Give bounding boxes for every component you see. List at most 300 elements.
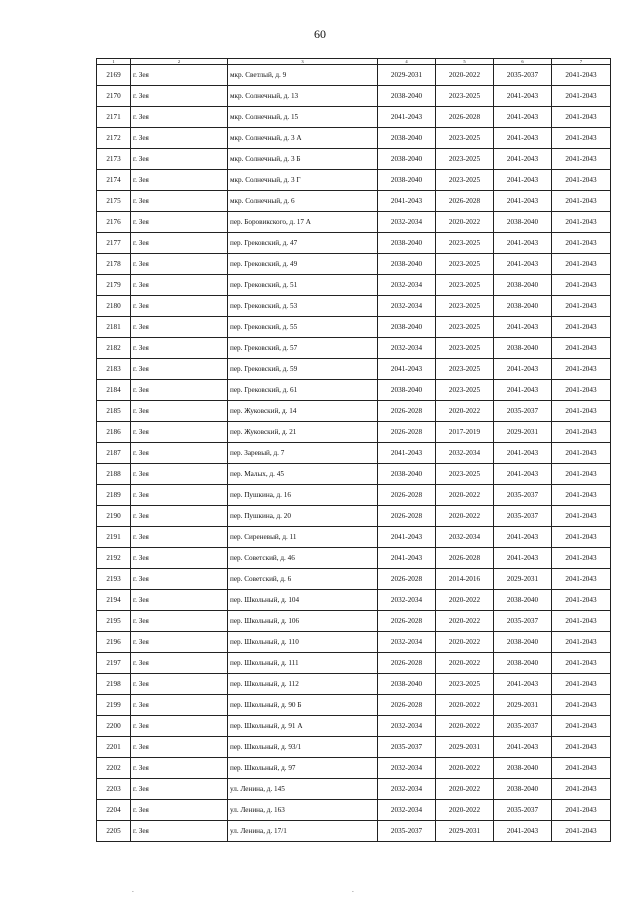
- cell-period-col5: 2029-2031: [436, 821, 494, 842]
- cell-city: г. Зея: [131, 401, 228, 422]
- cell-address: мкр. Солнечный, д. 3 Г: [228, 170, 378, 191]
- table-row: [97, 506, 611, 527]
- cell-period-col4: 2041-2043: [378, 191, 436, 212]
- table-row: [97, 233, 611, 254]
- cell-period-col5: 2020-2022: [436, 506, 494, 527]
- cell-address: пер. Советский, д. 46: [228, 548, 378, 569]
- cell-period-col7: 2041-2043: [552, 443, 611, 464]
- cell-period-col7: 2041-2043: [552, 338, 611, 359]
- cell-period-col7: 2041-2043: [552, 800, 611, 821]
- cell-row-number: 2172: [97, 128, 131, 149]
- cell-period-col4: 2032-2034: [378, 338, 436, 359]
- cell-row-number: 2196: [97, 632, 131, 653]
- cell-row-number: 2175: [97, 191, 131, 212]
- cell-period-col4: 2029-2031: [378, 65, 436, 86]
- cell-period-col6: 2041-2043: [494, 128, 552, 149]
- cell-city: г. Зея: [131, 821, 228, 842]
- table-row: [97, 443, 611, 464]
- cell-row-number: 2171: [97, 107, 131, 128]
- cell-period-col7: 2041-2043: [552, 716, 611, 737]
- cell-city: г. Зея: [131, 611, 228, 632]
- cell-address: пер. Школьный, д. 91 А: [228, 716, 378, 737]
- cell-period-col6: 2029-2031: [494, 569, 552, 590]
- cell-row-number: 2184: [97, 380, 131, 401]
- cell-period-col4: 2041-2043: [378, 107, 436, 128]
- cell-period-col7: 2041-2043: [552, 695, 611, 716]
- cell-period-col6: 2041-2043: [494, 464, 552, 485]
- cell-address: ул. Ленина, д. 145: [228, 779, 378, 800]
- cell-city: г. Зея: [131, 674, 228, 695]
- cell-address: пер. Школьный, д. 93/1: [228, 737, 378, 758]
- cell-city: г. Зея: [131, 380, 228, 401]
- cell-period-col5: 2020-2022: [436, 65, 494, 86]
- cell-address: пер. Пушкина, д. 20: [228, 506, 378, 527]
- cell-period-col5: 2020-2022: [436, 485, 494, 506]
- cell-address: мкр. Солнечный, д. 13: [228, 86, 378, 107]
- cell-period-col7: 2041-2043: [552, 254, 611, 275]
- cell-city: г. Зея: [131, 632, 228, 653]
- cell-row-number: 2204: [97, 800, 131, 821]
- cell-city: г. Зея: [131, 170, 228, 191]
- table-row: [97, 758, 611, 779]
- cell-city: г. Зея: [131, 548, 228, 569]
- cell-period-col6: 2041-2043: [494, 254, 552, 275]
- cell-period-col7: 2041-2043: [552, 422, 611, 443]
- cell-period-col7: 2041-2043: [552, 653, 611, 674]
- table-row: [97, 674, 611, 695]
- cell-city: г. Зея: [131, 149, 228, 170]
- cell-city: г. Зея: [131, 233, 228, 254]
- cell-period-col4: 2035-2037: [378, 737, 436, 758]
- cell-period-col4: 2032-2034: [378, 212, 436, 233]
- table-row: [97, 695, 611, 716]
- column-header-7: 7: [552, 59, 611, 65]
- cell-period-col5: 2023-2025: [436, 170, 494, 191]
- cell-row-number: 2169: [97, 65, 131, 86]
- cell-period-col7: 2041-2043: [552, 401, 611, 422]
- cell-row-number: 2192: [97, 548, 131, 569]
- cell-row-number: 2202: [97, 758, 131, 779]
- cell-period-col6: 2038-2040: [494, 296, 552, 317]
- cell-period-col4: 2032-2034: [378, 590, 436, 611]
- cell-period-col4: 2032-2034: [378, 758, 436, 779]
- cell-period-col7: 2041-2043: [552, 359, 611, 380]
- cell-period-col4: 2035-2037: [378, 821, 436, 842]
- cell-period-col6: 2035-2037: [494, 485, 552, 506]
- cell-city: г. Зея: [131, 317, 228, 338]
- cell-period-col7: 2041-2043: [552, 296, 611, 317]
- cell-period-col6: 2029-2031: [494, 422, 552, 443]
- cell-period-col5: 2023-2025: [436, 296, 494, 317]
- cell-city: г. Зея: [131, 254, 228, 275]
- cell-city: г. Зея: [131, 107, 228, 128]
- cell-period-col6: 2041-2043: [494, 380, 552, 401]
- column-header-1: 1: [97, 59, 131, 65]
- cell-period-col5: 2023-2025: [436, 380, 494, 401]
- cell-address: пер. Грековский, д. 61: [228, 380, 378, 401]
- cell-address: пер. Школьный, д. 104: [228, 590, 378, 611]
- cell-period-col5: 2020-2022: [436, 212, 494, 233]
- cell-city: г. Зея: [131, 737, 228, 758]
- cell-city: г. Зея: [131, 695, 228, 716]
- table-row: [97, 590, 611, 611]
- cell-period-col4: 2026-2028: [378, 506, 436, 527]
- cell-period-col7: 2041-2043: [552, 380, 611, 401]
- table-row: [97, 779, 611, 800]
- table-row: [97, 485, 611, 506]
- cell-address: мкр. Солнечный, д. 3 А: [228, 128, 378, 149]
- cell-period-col5: 2020-2022: [436, 611, 494, 632]
- cell-period-col4: 2032-2034: [378, 296, 436, 317]
- cell-city: г. Зея: [131, 212, 228, 233]
- cell-period-col4: 2026-2028: [378, 653, 436, 674]
- cell-period-col4: 2041-2043: [378, 359, 436, 380]
- column-header-3: 3: [228, 59, 378, 65]
- table-row: [97, 65, 611, 86]
- cell-period-col4: 2026-2028: [378, 569, 436, 590]
- cell-city: г. Зея: [131, 422, 228, 443]
- cell-row-number: 2195: [97, 611, 131, 632]
- cell-period-col6: 2041-2043: [494, 548, 552, 569]
- cell-address: мкр. Солнечный, д. 15: [228, 107, 378, 128]
- cell-city: г. Зея: [131, 65, 228, 86]
- cell-address: пер. Школьный, д. 106: [228, 611, 378, 632]
- cell-address: пер. Малых, д. 45: [228, 464, 378, 485]
- cell-period-col7: 2041-2043: [552, 506, 611, 527]
- table-body: [97, 65, 611, 842]
- cell-period-col6: 2038-2040: [494, 632, 552, 653]
- table-row: [97, 317, 611, 338]
- cell-period-col7: 2041-2043: [552, 86, 611, 107]
- cell-period-col7: 2041-2043: [552, 233, 611, 254]
- table-row: [97, 800, 611, 821]
- cell-row-number: 2183: [97, 359, 131, 380]
- cell-city: г. Зея: [131, 86, 228, 107]
- cell-period-col6: 2035-2037: [494, 800, 552, 821]
- cell-city: г. Зея: [131, 569, 228, 590]
- cell-period-col6: 2041-2043: [494, 86, 552, 107]
- cell-period-col7: 2041-2043: [552, 527, 611, 548]
- table-row: [97, 821, 611, 842]
- table-row: [97, 149, 611, 170]
- column-header-2: 2: [131, 59, 228, 65]
- cell-address: пер. Грековский, д. 49: [228, 254, 378, 275]
- cell-period-col5: 2023-2025: [436, 464, 494, 485]
- cell-row-number: 2178: [97, 254, 131, 275]
- cell-period-col6: 2038-2040: [494, 275, 552, 296]
- cell-period-col4: 2041-2043: [378, 443, 436, 464]
- cell-period-col7: 2041-2043: [552, 128, 611, 149]
- cell-row-number: 2174: [97, 170, 131, 191]
- table-row: [97, 170, 611, 191]
- cell-city: г. Зея: [131, 338, 228, 359]
- cell-period-col5: 2020-2022: [436, 758, 494, 779]
- cell-period-col4: 2026-2028: [378, 485, 436, 506]
- cell-address: мкр. Солнечный, д. 6: [228, 191, 378, 212]
- cell-period-col7: 2041-2043: [552, 674, 611, 695]
- cell-period-col6: 2041-2043: [494, 821, 552, 842]
- cell-period-col5: 2023-2025: [436, 338, 494, 359]
- cell-period-col4: 2038-2040: [378, 170, 436, 191]
- cell-address: пер. Боровикского, д. 17 А: [228, 212, 378, 233]
- cell-period-col7: 2041-2043: [552, 275, 611, 296]
- cell-period-col4: 2038-2040: [378, 464, 436, 485]
- cell-period-col6: 2038-2040: [494, 758, 552, 779]
- cell-period-col4: 2032-2034: [378, 275, 436, 296]
- cell-period-col4: 2038-2040: [378, 86, 436, 107]
- cell-city: г. Зея: [131, 464, 228, 485]
- cell-period-col5: 2029-2031: [436, 737, 494, 758]
- cell-row-number: 2193: [97, 569, 131, 590]
- cell-period-col5: 2023-2025: [436, 128, 494, 149]
- table-row: [97, 632, 611, 653]
- table-row: [97, 338, 611, 359]
- cell-row-number: 2187: [97, 443, 131, 464]
- cell-period-col5: 2023-2025: [436, 86, 494, 107]
- cell-city: г. Зея: [131, 527, 228, 548]
- cell-period-col6: 2038-2040: [494, 779, 552, 800]
- cell-period-col4: 2032-2034: [378, 632, 436, 653]
- cell-period-col7: 2041-2043: [552, 107, 611, 128]
- column-header-6: 6: [494, 59, 552, 65]
- table-row: [97, 212, 611, 233]
- cell-address: пер. Школьный, д. 111: [228, 653, 378, 674]
- cell-row-number: 2194: [97, 590, 131, 611]
- cell-period-col6: 2041-2043: [494, 359, 552, 380]
- cell-row-number: 2189: [97, 485, 131, 506]
- cell-row-number: 2197: [97, 653, 131, 674]
- cell-period-col7: 2041-2043: [552, 317, 611, 338]
- cell-row-number: 2181: [97, 317, 131, 338]
- cell-period-col4: 2041-2043: [378, 527, 436, 548]
- cell-period-col5: 2020-2022: [436, 716, 494, 737]
- cell-period-col5: 2020-2022: [436, 800, 494, 821]
- cell-address: пер. Грековский, д. 59: [228, 359, 378, 380]
- cell-period-col4: 2032-2034: [378, 716, 436, 737]
- table-row: [97, 254, 611, 275]
- column-header-5: 5: [436, 59, 494, 65]
- cell-city: г. Зея: [131, 275, 228, 296]
- cell-address: ул. Ленина, д. 17/1: [228, 821, 378, 842]
- cell-address: пер. Сиреневый, д. 11: [228, 527, 378, 548]
- cell-city: г. Зея: [131, 716, 228, 737]
- cell-period-col7: 2041-2043: [552, 170, 611, 191]
- cell-period-col7: 2041-2043: [552, 464, 611, 485]
- table-row: [97, 527, 611, 548]
- page-number: 60: [314, 27, 326, 41]
- cell-city: г. Зея: [131, 779, 228, 800]
- cell-row-number: 2203: [97, 779, 131, 800]
- cell-city: г. Зея: [131, 191, 228, 212]
- cell-period-col7: 2041-2043: [552, 569, 611, 590]
- cell-city: г. Зея: [131, 296, 228, 317]
- cell-period-col6: 2041-2043: [494, 674, 552, 695]
- cell-period-col4: 2032-2034: [378, 800, 436, 821]
- cell-address: пер. Школьный, д. 90 Б: [228, 695, 378, 716]
- cell-period-col6: 2041-2043: [494, 443, 552, 464]
- table-row: [97, 653, 611, 674]
- cell-period-col5: 2017-2019: [436, 422, 494, 443]
- cell-row-number: 2177: [97, 233, 131, 254]
- cell-row-number: 2186: [97, 422, 131, 443]
- cell-period-col7: 2041-2043: [552, 65, 611, 86]
- cell-address: мкр. Светлый, д. 9: [228, 65, 378, 86]
- cell-row-number: 2205: [97, 821, 131, 842]
- table-row: [97, 611, 611, 632]
- cell-period-col5: 2020-2022: [436, 695, 494, 716]
- registry-table: [96, 58, 611, 842]
- cell-period-col5: 2020-2022: [436, 401, 494, 422]
- table-row: [97, 401, 611, 422]
- cell-city: г. Зея: [131, 359, 228, 380]
- table-row: [97, 716, 611, 737]
- cell-period-col5: 2026-2028: [436, 191, 494, 212]
- cell-period-col5: 2032-2034: [436, 443, 494, 464]
- cell-period-col4: 2032-2034: [378, 779, 436, 800]
- cell-period-col5: 2023-2025: [436, 359, 494, 380]
- cell-period-col5: 2023-2025: [436, 317, 494, 338]
- cell-address: пер. Школьный, д. 110: [228, 632, 378, 653]
- column-header-4: 4: [378, 59, 436, 65]
- cell-row-number: 2198: [97, 674, 131, 695]
- cell-city: г. Зея: [131, 485, 228, 506]
- cell-address: пер. Школьный, д. 97: [228, 758, 378, 779]
- table-row: [97, 86, 611, 107]
- cell-period-col5: 2020-2022: [436, 653, 494, 674]
- cell-period-col7: 2041-2043: [552, 191, 611, 212]
- cell-address: пер. Школьный, д. 112: [228, 674, 378, 695]
- cell-period-col7: 2041-2043: [552, 548, 611, 569]
- cell-period-col4: 2026-2028: [378, 611, 436, 632]
- cell-period-col7: 2041-2043: [552, 590, 611, 611]
- cell-row-number: 2170: [97, 86, 131, 107]
- cell-period-col6: 2035-2037: [494, 716, 552, 737]
- cell-period-col4: 2026-2028: [378, 695, 436, 716]
- cell-row-number: 2188: [97, 464, 131, 485]
- cell-period-col6: 2041-2043: [494, 170, 552, 191]
- cell-period-col7: 2041-2043: [552, 212, 611, 233]
- cell-period-col6: 2038-2040: [494, 590, 552, 611]
- cell-period-col6: 2035-2037: [494, 401, 552, 422]
- cell-period-col5: 2023-2025: [436, 674, 494, 695]
- cell-period-col5: 2020-2022: [436, 779, 494, 800]
- cell-city: г. Зея: [131, 758, 228, 779]
- cell-row-number: 2190: [97, 506, 131, 527]
- cell-row-number: 2182: [97, 338, 131, 359]
- cell-period-col4: 2026-2028: [378, 422, 436, 443]
- cell-period-col5: 2023-2025: [436, 149, 494, 170]
- cell-period-col4: 2038-2040: [378, 233, 436, 254]
- cell-period-col6: 2041-2043: [494, 737, 552, 758]
- cell-period-col4: 2038-2040: [378, 128, 436, 149]
- cell-period-col6: 2041-2043: [494, 527, 552, 548]
- cell-period-col6: 2041-2043: [494, 149, 552, 170]
- cell-period-col6: 2035-2037: [494, 611, 552, 632]
- cell-row-number: 2200: [97, 716, 131, 737]
- cell-address: пер. Грековский, д. 51: [228, 275, 378, 296]
- cell-row-number: 2180: [97, 296, 131, 317]
- cell-period-col6: 2041-2043: [494, 191, 552, 212]
- table-row: [97, 422, 611, 443]
- cell-period-col7: 2041-2043: [552, 485, 611, 506]
- cell-period-col6: 2035-2037: [494, 65, 552, 86]
- table-row: [97, 128, 611, 149]
- cell-period-col5: 2023-2025: [436, 254, 494, 275]
- table-row: [97, 107, 611, 128]
- cell-address: пер. Грековский, д. 53: [228, 296, 378, 317]
- cell-address: пер. Заревый, д. 7: [228, 443, 378, 464]
- cell-period-col7: 2041-2043: [552, 758, 611, 779]
- table-row: [97, 359, 611, 380]
- cell-row-number: 2199: [97, 695, 131, 716]
- cell-period-col5: 2026-2028: [436, 107, 494, 128]
- cell-address: пер. Пушкина, д. 16: [228, 485, 378, 506]
- cell-period-col5: 2023-2025: [436, 275, 494, 296]
- cell-row-number: 2176: [97, 212, 131, 233]
- cell-period-col4: 2038-2040: [378, 317, 436, 338]
- cell-address: пер. Советский, д. 6: [228, 569, 378, 590]
- cell-period-col6: 2041-2043: [494, 317, 552, 338]
- cell-period-col5: 2020-2022: [436, 632, 494, 653]
- cell-period-col6: 2041-2043: [494, 107, 552, 128]
- footer-mark-right: -: [352, 890, 354, 895]
- cell-period-col5: 2026-2028: [436, 548, 494, 569]
- cell-city: г. Зея: [131, 128, 228, 149]
- cell-period-col7: 2041-2043: [552, 779, 611, 800]
- cell-city: г. Зея: [131, 443, 228, 464]
- cell-period-col7: 2041-2043: [552, 821, 611, 842]
- cell-row-number: 2173: [97, 149, 131, 170]
- cell-period-col6: 2041-2043: [494, 233, 552, 254]
- cell-city: г. Зея: [131, 590, 228, 611]
- cell-period-col6: 2035-2037: [494, 506, 552, 527]
- table-row: [97, 275, 611, 296]
- cell-period-col7: 2041-2043: [552, 149, 611, 170]
- table-row: [97, 548, 611, 569]
- cell-period-col6: 2038-2040: [494, 212, 552, 233]
- table-row: [97, 737, 611, 758]
- cell-city: г. Зея: [131, 800, 228, 821]
- cell-period-col6: 2038-2040: [494, 338, 552, 359]
- cell-row-number: 2191: [97, 527, 131, 548]
- table-row: [97, 296, 611, 317]
- cell-address: пер. Жуковский, д. 14: [228, 401, 378, 422]
- footer-mark-left: -: [132, 890, 134, 895]
- cell-period-col5: 2023-2025: [436, 233, 494, 254]
- cell-period-col4: 2026-2028: [378, 401, 436, 422]
- cell-address: пер. Жуковский, д. 21: [228, 422, 378, 443]
- cell-city: г. Зея: [131, 506, 228, 527]
- cell-period-col5: 2014-2016: [436, 569, 494, 590]
- cell-period-col4: 2038-2040: [378, 254, 436, 275]
- cell-period-col4: 2038-2040: [378, 674, 436, 695]
- cell-period-col4: 2041-2043: [378, 548, 436, 569]
- cell-period-col4: 2038-2040: [378, 149, 436, 170]
- table-row: [97, 380, 611, 401]
- cell-city: г. Зея: [131, 653, 228, 674]
- table-row: [97, 191, 611, 212]
- cell-address: мкр. Солнечный, д. 3 Б: [228, 149, 378, 170]
- cell-period-col7: 2041-2043: [552, 611, 611, 632]
- cell-period-col4: 2038-2040: [378, 380, 436, 401]
- cell-row-number: 2201: [97, 737, 131, 758]
- cell-row-number: 2185: [97, 401, 131, 422]
- table-row: [97, 464, 611, 485]
- cell-address: пер. Грековский, д. 47: [228, 233, 378, 254]
- cell-address: пер. Грековский, д. 55: [228, 317, 378, 338]
- cell-period-col7: 2041-2043: [552, 632, 611, 653]
- cell-row-number: 2179: [97, 275, 131, 296]
